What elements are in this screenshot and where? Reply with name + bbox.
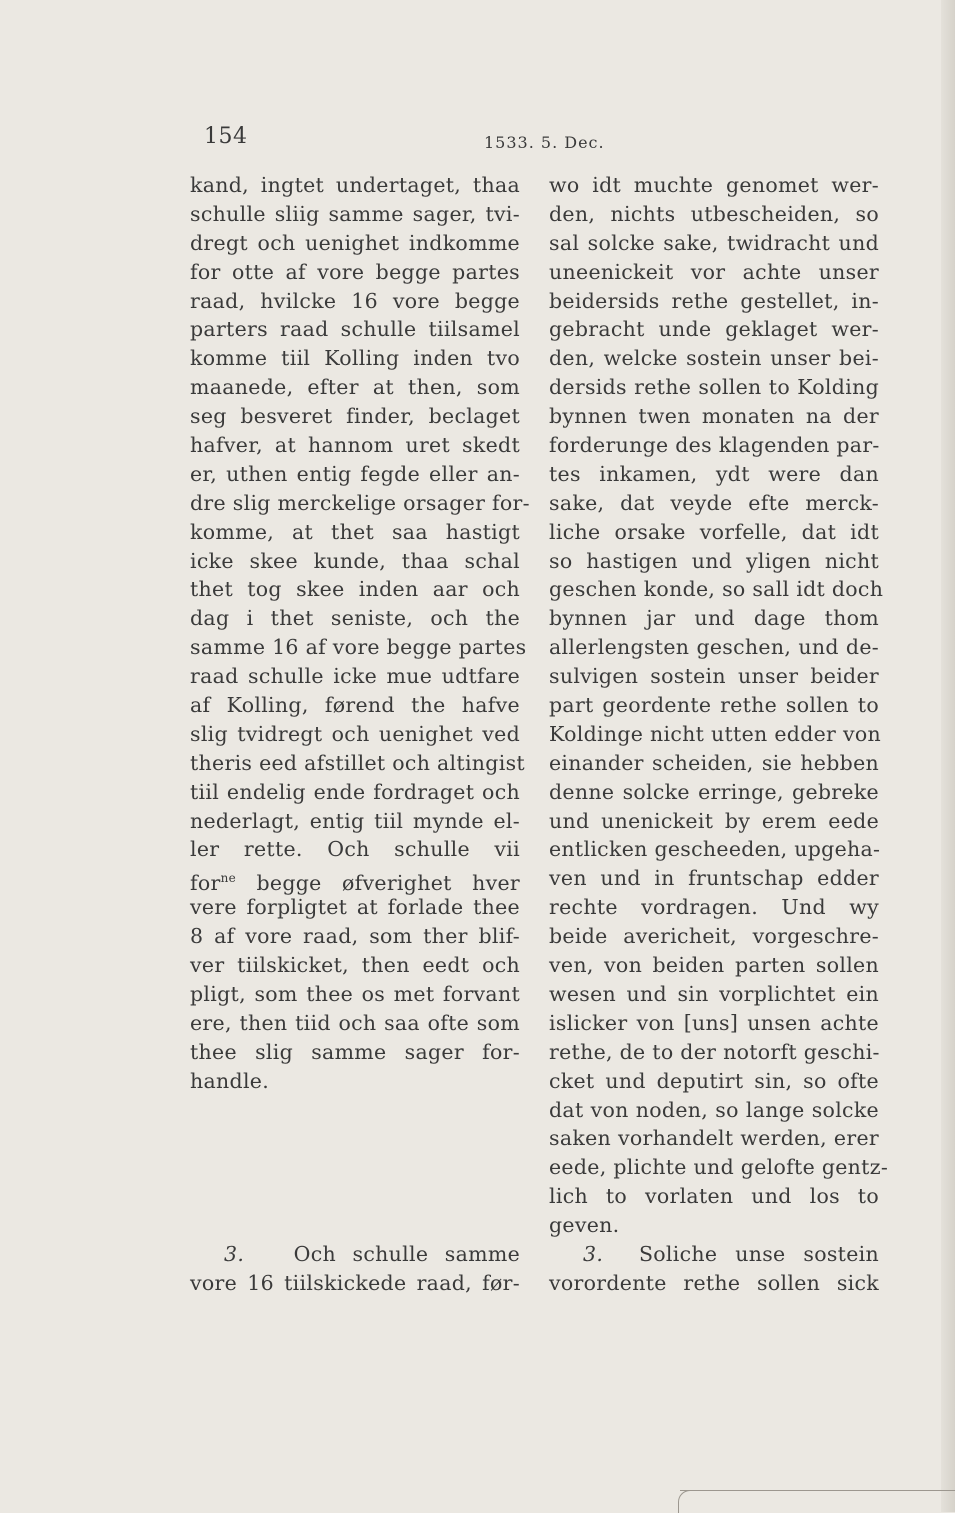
text-line: maanede, efter at then, som [190,375,520,400]
text-line: so hastigen und yligen nicht [549,548,879,573]
text-line: forderunge des klagenden par- [549,433,880,458]
text-line: rethe, de to der notorft geschi- [549,1039,880,1064]
text-line: af Kolling, førend the hafve [190,693,520,718]
page-edge [941,0,955,1512]
paragraph-3-text: Soliche unse sostein [638,1241,879,1266]
text-line: islicker von [uns] unsen achte [549,1010,879,1035]
left-column-danish [190,171,530,1298]
text-line: bynnen jar und dage thom [549,606,879,631]
text-line: einander scheiden, sie hebben [549,750,879,775]
text-line-forne [190,864,520,896]
text-line: theris eed afstillet och altingist [190,750,525,775]
text-line: komme tiil Kolling inden tvo [190,346,520,371]
text-line: for otte af vore begge partes [190,259,520,284]
page-number: 154 [204,124,248,149]
text-line: hafver, at hannom uret skedt [190,433,520,458]
text-line: dersids rethe sollen to Kolding [549,375,879,400]
text-line: wesen und sin vorplichtet ein [549,981,879,1006]
paragraph-number: 3. [224,1242,245,1266]
text-line: vere forpligtet at forlade thee [190,895,520,920]
text-line: ver tiilskicket, then eedt och [190,953,520,978]
text-line: komme, at thet saa hastigt [190,519,520,544]
text-line: ven, von beiden parten sollen [549,953,879,978]
text-line: wo idt muchte genomet wer- [549,173,879,197]
text-line: samme 16 af vore begge partes [190,635,527,660]
text-line: Koldinge nicht utten edder von [549,721,881,746]
text-line: allerlengsten geschen, und de- [549,635,879,660]
text-line: vore 16 tiilskickede raad, før- [190,1270,520,1295]
text-line: raad schulle icke mue udtfare [190,664,520,689]
text-line: tiil endelig ende fordraget och [190,779,520,804]
text-line: dre slig merckelige orsager for- [190,490,530,515]
text-line: schulle sliig samme sager, tvi- [190,201,520,226]
text-line: beidersids rethe gestellet, in- [549,288,879,313]
text-line: uneenickeit vor achte unser [549,259,879,284]
text-line: saken vorhandelt werden, erer [549,1126,879,1151]
text-line: geschen konde, so sall idt doch [549,577,884,602]
paragraph-3-heading [549,1240,879,1269]
text-line: part geordente rethe sollen to [549,693,879,718]
text-line: er, uthen entig fegde eller an- [190,461,520,486]
text-line: beide avericheit, vorgeschre- [549,924,879,949]
text-line: den, welcke sostein unser bei- [549,346,879,371]
text-line: dregt och uenighet indkomme [190,230,520,255]
text-line: ven und in fruntschap edder [549,866,879,891]
text-line: sulvigen sostein unser beider [549,664,879,689]
text-line: thee slig samme sager for- [190,1039,520,1064]
text-line: rechte vordragen. Und wy [549,895,879,920]
text-line: liche orsake vorfelle, dat idt [549,519,879,544]
text-line: pligt, som thee os met forvant [190,981,520,1006]
text-line: eede, plichte und gelofte gentz- [549,1155,889,1180]
text-line: tes inkamen, ydt were dan [549,461,879,486]
text-line: gebracht unde geklaget wer- [549,317,879,342]
text-line: dat von noden, so lange solcke [549,1097,879,1122]
text-line: sake, dat veyde efte merck- [549,490,879,515]
text-line: seg besveret finder, beclaget [190,404,520,429]
text-line: icke skee kunde, thaa schal [190,548,520,573]
text-line: cket und deputirt sin, so ofte [549,1068,879,1093]
text-line: und unenickeit by erem eede [549,808,879,833]
forne-abbrev: for [190,871,221,896]
paragraph-3-heading [190,1240,520,1269]
paragraph-number: 3. [583,1241,604,1266]
text-line: geven. [549,1213,620,1238]
text-line: nederlagt, entig tiil mynde el- [190,808,520,833]
text-line: slig tvidregt och uenighet ved [190,721,520,746]
text-line: raad, hvilcke 16 vore begge [190,288,520,313]
text-line: den, nichts utbescheiden, so [549,201,879,226]
page-bottom-rule [680,1490,955,1491]
text-line: vorordente rethe sollen sick [549,1270,879,1295]
page-corner-curl [678,1490,693,1513]
forne-superscript: ne [220,871,237,886]
text-line: denne solcke erringe, gebreke [549,779,879,804]
text-line: handle. [190,1068,270,1093]
text-line: ler rette. Och schulle vii [190,837,520,862]
text-line: sal solcke sake, twidracht und [549,230,879,255]
text-line: bynnen twen monaten na der [549,404,879,429]
paragraph-3-text: Och schulle samme [293,1242,521,1266]
text-line: 8 af vore raad, som ther blif- [190,924,520,949]
paragraph-gap [190,1096,520,1241]
text-line: kand, ingtet undertaget, thaa [190,173,520,197]
text-line: entlicken gescheeden, upgeha- [549,837,881,862]
text-line: parters raad schulle tiilsamel [190,317,520,342]
text-line: lich to vorlaten und los to [549,1184,879,1209]
forne-rest: begge øfverighet hver [256,871,520,896]
right-column-low-german [549,171,889,1298]
text-line: dag i thet seniste, och the [190,606,520,631]
text-line: thet tog skee inden aar och [190,577,520,602]
text-line: ere, then tiid och saa ofte som [190,1010,520,1035]
running-header-date: 1533. 5. Dec. [484,133,605,152]
